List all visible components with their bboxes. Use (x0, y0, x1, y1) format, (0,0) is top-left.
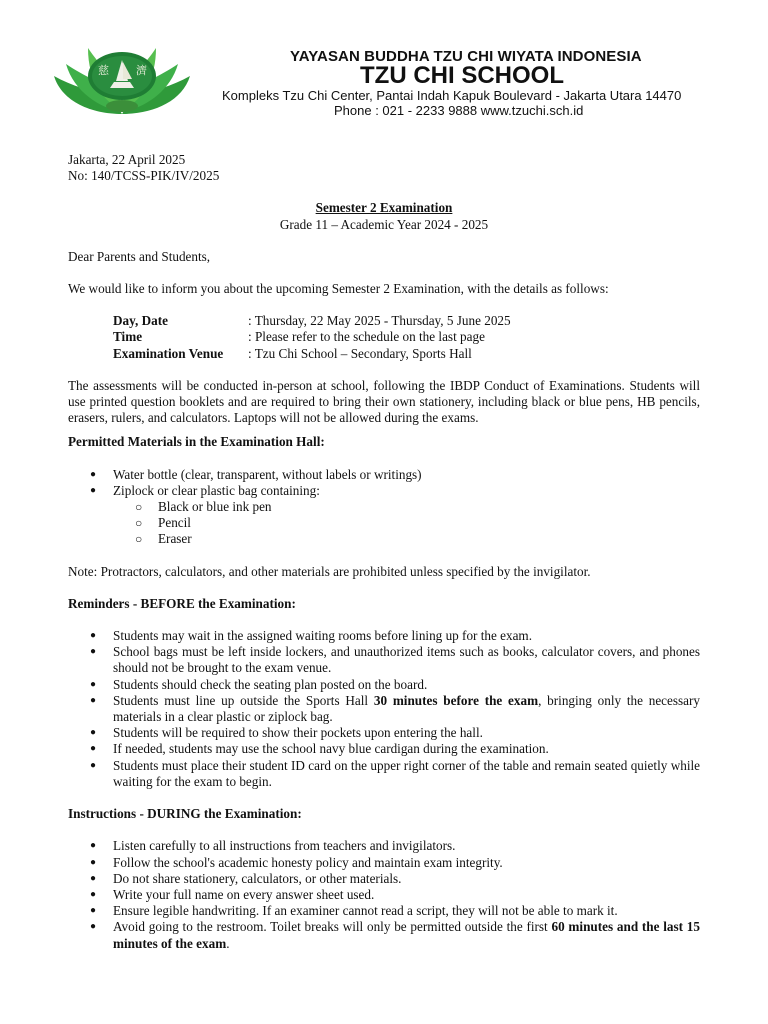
exam-details-table (113, 313, 511, 362)
list-item-emphasis: 60 minutes and the last 15 minutes of the exam (113, 919, 700, 951)
during-heading: Instructions - DURING the Examination: (68, 806, 302, 822)
detail-value: : Tzu Chi School – Secondary, Sports Hall (248, 345, 472, 361)
sub-list-item: ○ Eraser (113, 531, 700, 547)
school-contact: Phone : 021 - 2233 9888 www.tzuchi.sch.id (334, 103, 584, 118)
list-item (68, 919, 700, 951)
list-item: ● Ensure legible handwriting. If an examiner cannot read a script, they will not be able to mark it. (68, 903, 700, 919)
list-item-text: Students must line up outside the Sports Hall (113, 692, 374, 708)
school-address: Kompleks Tzu Chi Center, Pantai Indah Kapuk Boulevard - Jakarta Utara 14470 (222, 88, 682, 103)
during-list (68, 838, 700, 951)
detail-label: Time (113, 329, 143, 345)
logo-char-right: 濟 (136, 64, 147, 77)
detail-value: : Please refer to the schedule on the last page (248, 329, 485, 345)
list-item: ● Listen carefully to all instructions from teachers and invigilators. (68, 838, 700, 854)
list-item: ● Students will be required to show their pockets upon entering the hall. (68, 725, 700, 741)
letter-body (68, 152, 700, 952)
place-date: Jakarta, 22 April 2025 (68, 152, 186, 167)
note-paragraph: Note: Protractors, calculators, and other materials are prohibited unless specified by the invigilator. (68, 563, 591, 579)
permitted-list (68, 467, 700, 548)
letter-subtitle: Grade 11 – Academic Year 2024 - 2025 (279, 216, 489, 232)
tzu-chi-lotus-logo (52, 42, 192, 116)
school-name: TZU CHI SCHOOL (360, 62, 564, 89)
list-item: ● If needed, students may use the school navy blue cardigan during the examination. (68, 741, 700, 757)
logo-char-left: 慈 (98, 64, 109, 77)
list-item: ● Students should check the seating plan posted on the board. (68, 677, 700, 693)
letterhead (0, 0, 768, 140)
list-item-emphasis: 30 minutes before the exam (373, 692, 539, 708)
list-item (68, 483, 700, 548)
list-item: ● Do not share stationery, calculators, or other materials. (68, 871, 700, 887)
list-item: ● Follow the school's academic honesty policy and maintain exam integrity. (68, 855, 700, 871)
list-item: ● Water bottle (clear, transparent, without labels or writings) (68, 467, 700, 483)
list-item: ● Students may wait in the assigned waiting rooms before lining up for the exam. (68, 628, 700, 644)
detail-label: Examination Venue (113, 345, 224, 361)
detail-row (113, 313, 511, 329)
assessment-paragraph: The assessments will be conducted in-person at school, following the IBDP Conduct of Examinations. Students will use printed question booklets and are required to bring their own stationery, including black or blue pens, HB pencils, erasers, rulers, and calculators. Laptops will not be allowed during the exams. (68, 377, 700, 426)
before-heading: Reminders - BEFORE the Examination: (68, 595, 296, 611)
list-item-text: Avoid going to the restroom. Toilet breaks will only be permitted outside the first (113, 919, 552, 935)
intro-paragraph: We would like to inform you about the upcoming Semester 2 Examination, with the details as follows: (68, 281, 609, 297)
list-item (68, 693, 700, 725)
list-item-text: Ziplock or clear plastic bag containing: (113, 482, 320, 498)
letter-title: Semester 2 Examination (315, 200, 453, 216)
list-item-text: , bringing only the necessary materials in a clear plastic or ziplock bag. (113, 692, 700, 725)
list-item: ● School bags must be left inside lockers, and unauthorized items such as books, calculator covers, and phones should not be brought to the exam venue. (68, 644, 700, 676)
list-item: ● Students must place their student ID card on the upper right corner of the table and remain seated quietly while waiting for the exam to begin. (68, 758, 700, 790)
detail-row (113, 346, 511, 362)
salutation: Dear Parents and Students, (68, 248, 211, 264)
sub-list-item: ○ Black or blue ink pen (113, 499, 700, 515)
bag-contents-list (113, 499, 700, 548)
list-item: ● Write your full name on every answer sheet used. (68, 887, 700, 903)
detail-value: : Thursday, 22 May 2025 - Thursday, 5 June 2025 (248, 313, 511, 329)
before-list (68, 628, 700, 790)
detail-row (113, 329, 511, 345)
letter-number: No: 140/TCSS-PIK/IV/2025 (68, 168, 220, 184)
sub-list-item: ○ Pencil (113, 515, 700, 531)
list-item-text: . (226, 935, 230, 951)
permitted-heading: Permitted Materials in the Examination Hall: (68, 434, 325, 450)
detail-label: Day, Date (113, 313, 168, 329)
organization-name: YAYASAN BUDDHA TZU CHI WIYATA INDONESIA (290, 48, 642, 65)
